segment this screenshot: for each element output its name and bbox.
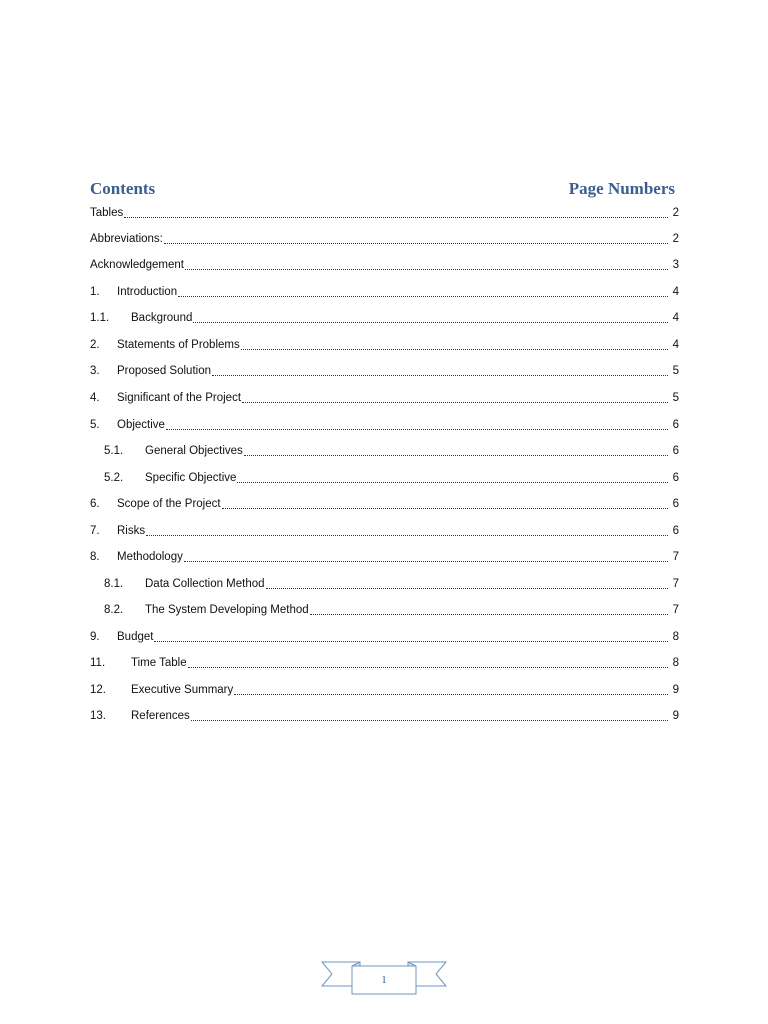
- toc-entry-page: 6: [672, 498, 679, 510]
- toc-entry-title: The System Developing Method: [145, 604, 309, 616]
- toc-entry-page: 4: [672, 286, 679, 298]
- toc-entry-page: 7: [672, 551, 679, 563]
- toc-entry-page: 6: [672, 419, 679, 431]
- toc-entry-page: 4: [672, 312, 679, 324]
- toc-entry-title: Data Collection Method: [145, 578, 265, 590]
- toc-entry-page: 6: [672, 445, 679, 457]
- toc-entry-title: Introduction: [117, 286, 178, 298]
- toc-entry[interactable]: [90, 230, 679, 248]
- toc-entry[interactable]: [90, 548, 679, 566]
- toc-dot-leader: [146, 534, 668, 536]
- toc-entry-number: 5.: [90, 419, 100, 431]
- toc-entry-title: References: [131, 710, 190, 722]
- toc-dot-leader: [266, 587, 668, 589]
- toc-dot-leader: [244, 454, 668, 456]
- toc-entry-page: 6: [672, 472, 679, 484]
- toc-entry-number: 5.2.: [104, 472, 124, 484]
- toc-entry[interactable]: [90, 522, 679, 540]
- page-number: 1: [381, 974, 387, 986]
- toc-dot-leader: [154, 640, 668, 642]
- toc-entry-title: Methodology: [117, 551, 183, 563]
- toc-entry-number: 3.: [90, 365, 100, 377]
- toc-entry[interactable]: [104, 442, 679, 460]
- toc-entry[interactable]: [90, 416, 679, 434]
- toc-entry[interactable]: [90, 309, 679, 327]
- toc-header: [90, 179, 675, 203]
- toc-entry-page: 7: [672, 604, 679, 616]
- toc-dot-leader: [164, 242, 668, 244]
- toc-entry[interactable]: [90, 362, 679, 380]
- toc-entry-title: Scope of the Project: [117, 498, 221, 510]
- toc-dot-leader: [178, 295, 668, 297]
- toc-entry[interactable]: [90, 707, 679, 725]
- toc-entry[interactable]: [90, 389, 679, 407]
- toc-entry-title: Risks: [117, 525, 146, 537]
- toc-entry-number: 1.1.: [90, 312, 110, 324]
- toc-entry-page: 5: [672, 392, 679, 404]
- toc-dot-leader: [191, 719, 668, 721]
- toc-entry[interactable]: [104, 575, 679, 593]
- toc-entry[interactable]: [90, 336, 679, 354]
- toc-entry-page: 4: [672, 339, 679, 351]
- toc-dot-leader: [234, 693, 668, 695]
- toc-entry-page: 3: [672, 259, 679, 271]
- toc-entry-page: 8: [672, 657, 679, 669]
- toc-entry-title: Proposed Solution: [117, 365, 211, 377]
- toc-entry-page: 2: [672, 233, 679, 245]
- toc-entry-title: Objective: [117, 419, 165, 431]
- toc-entry-title: Background: [131, 312, 193, 324]
- toc-dot-leader: [185, 268, 668, 270]
- toc-entry[interactable]: [104, 601, 679, 619]
- toc-entry-number: 8.2.: [104, 604, 124, 616]
- toc-dot-leader: [310, 613, 668, 615]
- toc-dot-leader: [241, 348, 668, 350]
- toc-entry-page: 6: [672, 525, 679, 537]
- toc-dot-leader: [124, 216, 668, 218]
- toc-entry-number: 8.1.: [104, 578, 124, 590]
- toc-dot-leader: [188, 666, 668, 668]
- toc-dot-leader: [237, 481, 668, 483]
- toc-entry-number: 2.: [90, 339, 100, 351]
- toc-entry[interactable]: [90, 204, 679, 222]
- toc-dot-leader: [184, 560, 668, 562]
- toc-title: Contents: [90, 179, 156, 198]
- toc-page-numbers-heading: Page Numbers: [568, 179, 675, 198]
- toc-entry-number: 5.1.: [104, 445, 124, 457]
- toc-entry-number: 12.: [90, 684, 106, 696]
- toc-entry-title: Significant of the Project: [117, 392, 242, 404]
- toc-entry-title: Time Table: [131, 657, 187, 669]
- toc-dot-leader: [212, 374, 668, 376]
- toc-entry-title: Abbreviations:: [90, 233, 163, 245]
- toc-entry[interactable]: [104, 469, 679, 487]
- toc-entry[interactable]: [90, 495, 679, 513]
- toc-entry-number: 7.: [90, 525, 100, 537]
- toc-entry-number: 1.: [90, 286, 100, 298]
- toc-dot-leader: [222, 507, 668, 509]
- toc-entry-title: Statements of Problems: [117, 339, 240, 351]
- toc-entry[interactable]: [90, 681, 679, 699]
- toc-entry-title: Specific Objective: [145, 472, 237, 484]
- toc-entry-number: 9.: [90, 631, 100, 643]
- toc-entry-title: Tables: [90, 207, 124, 219]
- toc-entry-page: 8: [672, 631, 679, 643]
- toc-dot-leader: [242, 401, 668, 403]
- toc-entry[interactable]: [90, 628, 679, 646]
- toc-entry-number: 6.: [90, 498, 100, 510]
- toc-dot-leader: [193, 321, 668, 323]
- toc-entry-page: 9: [672, 710, 679, 722]
- toc-entry-title: Acknowledgement: [90, 259, 184, 271]
- toc-entry[interactable]: [90, 283, 679, 301]
- toc-entry-number: 13.: [90, 710, 106, 722]
- toc-entry-number: 8.: [90, 551, 100, 563]
- toc-entry-page: 2: [672, 207, 679, 219]
- toc-entry-number: 4.: [90, 392, 100, 404]
- toc-entry-page: 5: [672, 365, 679, 377]
- toc-entry[interactable]: [90, 654, 679, 672]
- toc-entry-title: Budget: [117, 631, 154, 643]
- toc-dot-leader: [166, 428, 668, 430]
- toc-entry-page: 7: [672, 578, 679, 590]
- toc-entry[interactable]: [90, 256, 679, 274]
- toc-entry-number: 11.: [90, 657, 106, 669]
- toc-entry-title: General Objectives: [145, 445, 243, 457]
- toc-entry-page: 9: [672, 684, 679, 696]
- toc-entry-title: Executive Summary: [131, 684, 234, 696]
